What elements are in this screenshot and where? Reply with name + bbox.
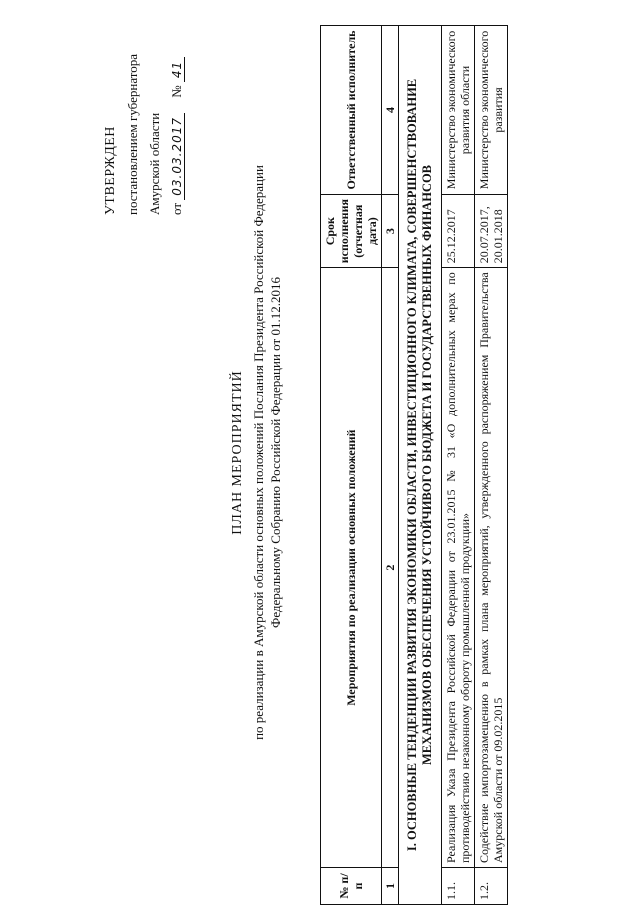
row-activity: Содействие импортозамещению в рамках плана мероприятий, утвержденного распоряжением Правительства Амурской области от 09.02.2015 [475,268,508,868]
header-term: Срок исполнения (отчетная дата) [321,195,382,268]
header-responsible: Ответственный исполнитель [321,26,382,195]
row-activity: Реализация Указа Президента Российской Федерации от 23.01.2015 № 31 «О дополнительных мерах по противодействию незаконному обороту промышленной продукции» [442,268,475,868]
subtitle-line: Федеральному Собранию Российской Федерации от 01.12.2016 [268,277,283,628]
table-row [442,26,475,905]
approval-stamp [100,5,188,215]
page-subtitle [250,0,284,905]
table-row [475,26,508,905]
approval-date-line [166,5,188,215]
row-responsible: Министерство экономического развития [475,26,508,195]
row-responsible: Министерство экономического развития области [442,26,475,195]
approval-line: постановлением губернатора [125,53,140,215]
subtitle-line: по реализации в Амурской области основных положений Послания Президента Российской Федерации [251,165,266,740]
handwritten-date: 03.03.2017 [170,113,185,200]
section-title: I. ОСНОВНЫЕ ТЕНДЕНЦИИ РАЗВИТИЯ ЭКОНОМИКИ ОБЛАСТИ, ИНВЕСТИЦИОННОГО КЛИМАТА, СОВЕРШЕНСТВОВАНИЕ МЕХАНИЗМОВ ОБЕСПЕЧЕНИЯ УСТОЙЧИВОГО БЮДЖЕТА И ГОСУДАРСТВЕННЫХ ФИНАНСОВ [399,26,442,905]
column-number: 1 [382,868,399,905]
approval-line: Амурской области [147,112,162,215]
page-title: ПЛАН МЕРОПРИЯТИЙ [230,370,245,535]
handwritten-number: 41 [170,57,185,82]
row-term: 20.07.2017, 20.01.2018 [475,195,508,268]
column-numbers-row [382,26,399,905]
plan-table [320,25,508,905]
number-prefix: № [169,85,184,98]
approval-prefix: от [169,202,184,215]
row-number: 1.2. [475,868,508,905]
row-term: 25.12.2017 [442,195,475,268]
header-num: № п/п [321,868,382,905]
section-row [399,26,442,905]
header-row [321,26,382,905]
column-number: 4 [382,26,399,195]
header-activity: Мероприятия по реализации основных положений [321,268,382,868]
approval-title: УТВЕРЖДЕН [103,126,118,215]
row-number: 1.1. [442,868,475,905]
column-number: 3 [382,195,399,268]
column-number: 2 [382,268,399,868]
